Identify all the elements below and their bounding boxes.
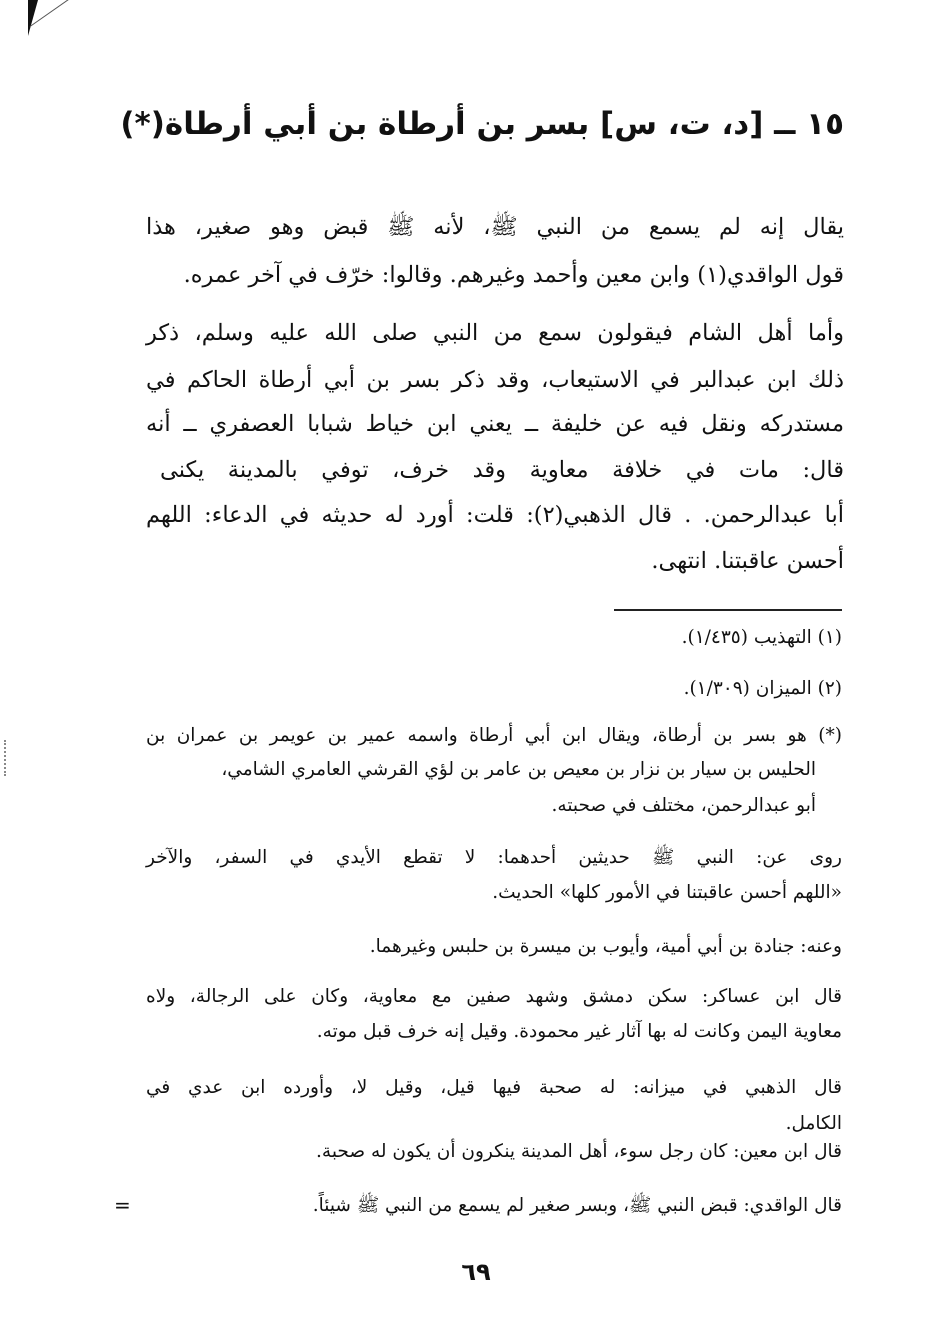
entry-heading: ١٥ ــ [د، ت، س] بسر بن أرطاة بن أبي أرطاة(*): [120, 106, 844, 142]
bio-line: روى عن: النبي ﷺ حديثين أحدهما: لا تقطع الأيدي في السفر، والآخر: [146, 847, 842, 868]
continuation-mark: =: [114, 1193, 131, 1217]
bio-line: قال ابن معين: كان رجل سوء، أهل المدينة ينكرون أن يكون له صحبة.: [316, 1141, 842, 1162]
page-number: ٦٩: [461, 1258, 491, 1286]
footnote-separator: [614, 609, 842, 611]
body-line: يقال إنه لم يسمع من النبي ﷺ، لأنه ﷺ قبض وهو صغير، هذا: [146, 214, 844, 240]
bio-line: (*) هو بسر بن أرطاة، ويقال ابن أبي أرطاة واسمه عمير بن عويمر بن عمران بن: [146, 725, 842, 746]
body-line: وأما أهل الشام فيقولون سمع من النبي صلى الله عليه وسلم، ذكر: [146, 320, 844, 346]
bio-line: قال الذهبي في ميزانه: له صحبة فيها قيل، وقيل لا، وأورده ابن عدي في: [146, 1077, 842, 1098]
bio-line: معاوية اليمن وكانت له بها آثار غير محمودة. وقيل إنه خرف قبل موته.: [316, 1021, 842, 1042]
body-line: أحسن عاقبتنا. انتهى.: [651, 548, 844, 574]
body-line: قال: مات في خلافة معاوية وقد خرف، توفي بالمدينة يكنى: [160, 457, 844, 483]
body-line: مستدركه ونقل فيه عن خليفة ــ يعني ابن خياط شبابا العصفري ــ أنه: [146, 411, 844, 437]
body-line: ذلك ابن عبدالبر في الاستيعاب، وقد ذكر بسر بن أبي أرطاة الحاكم في: [146, 367, 844, 393]
footnote: (١) التهذيب (١/٤٣٥).: [681, 627, 842, 648]
bio-line: «اللهم أحسن عاقبتنا في الأمور كلها» الحديث.: [492, 882, 842, 903]
bio-line: قال الواقدي: قبض النبي ﷺ، وبسر صغير لم يسمع من النبي ﷺ شيئاً.: [312, 1195, 842, 1216]
body-line: أبا عبدالرحمن. . قال الذهبي(٢): قلت: أورد له حديثه في الدعاء: اللهم: [146, 502, 845, 528]
bio-line: وعنه: جنادة بن أبي أمية، وأيوب بن ميسرة بن حلبس وغيرهما.: [369, 936, 842, 957]
bio-line: الكامل.: [785, 1113, 842, 1134]
scan-edge-dots: [4, 740, 8, 776]
footnote: (٢) الميزان (١/٣٠٩).: [683, 678, 842, 699]
bio-line: أبو عبدالرحمن، مختلف في صحبته.: [551, 795, 816, 816]
body-line: قول الواقدي(١) وابن معين وأحمد وغيرهم. وقالوا: خرّف في آخر عمره.: [183, 262, 844, 288]
scan-corner-mark: [28, 0, 38, 36]
scan-corner-line: [30, 0, 88, 27]
bio-line: قال ابن عساكر: سكن دمشق وشهد صفين مع معاوية، وكان على الرجالة، ولاه: [146, 986, 842, 1007]
bio-line: الحليس بن سيار بن نزار بن معيص بن عامر بن لؤي القرشي العامري الشامي،: [221, 759, 816, 780]
